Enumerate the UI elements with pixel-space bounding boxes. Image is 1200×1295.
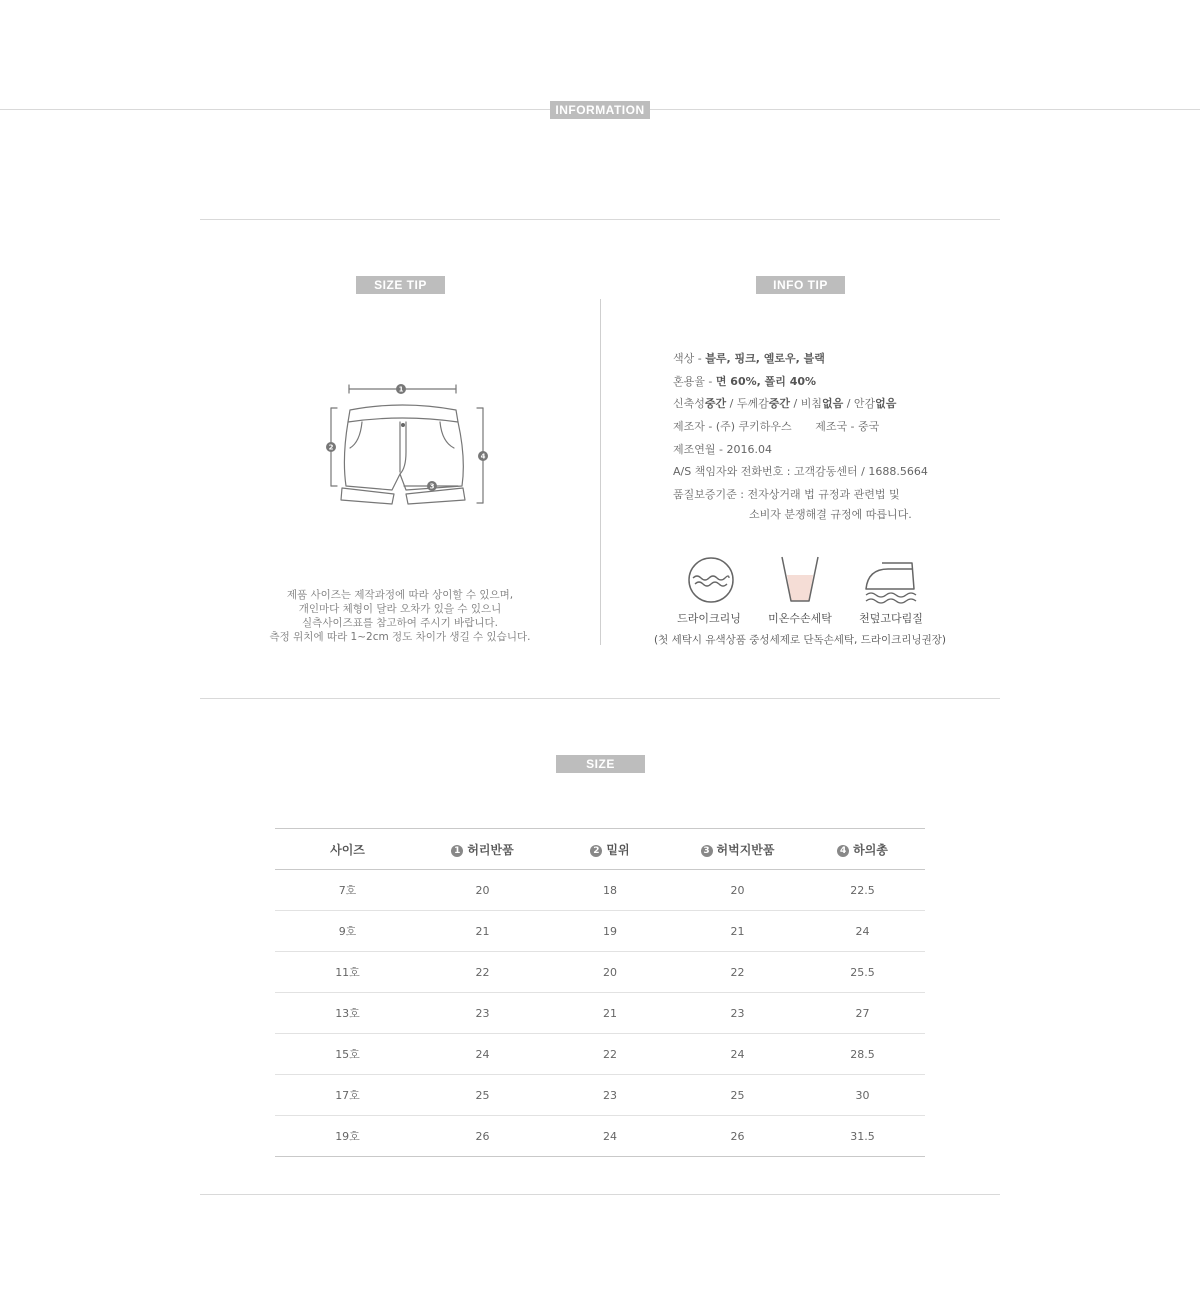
cell-waist: 23 (420, 993, 545, 1034)
cell-thigh: 22 (675, 952, 800, 993)
table-row (275, 1116, 925, 1157)
size-note-4: 측정 위치에 따라 1~2cm 정도 차이가 생길 수 있습니다. (269, 631, 531, 643)
dry-clean-icon (686, 555, 736, 605)
cell-size: 11호 (275, 952, 420, 993)
date-row: 제조연월 - 2016.04 (673, 443, 772, 456)
cell-rise: 22 (545, 1034, 675, 1075)
info-tip-label: INFO TIP (756, 276, 845, 294)
table-row (275, 1075, 925, 1116)
care-label-wash: 미온수손세탁 (768, 612, 832, 625)
cell-rise: 20 (545, 952, 675, 993)
material-row: 혼용율 - 면 60%, 폴리 40% (673, 375, 817, 388)
header-waist: 1 허리반품 (420, 829, 545, 870)
information-label: INFORMATION (550, 101, 650, 119)
cell-thigh: 23 (675, 993, 800, 1034)
size-label: SIZE (556, 755, 645, 773)
size-note-3: 실측사이즈표를 참고하여 주시기 바랍니다. (302, 617, 498, 629)
table-row (275, 1034, 925, 1075)
cell-length: 31.5 (800, 1116, 925, 1157)
cell-length: 22.5 (800, 870, 925, 911)
section-divider-top (200, 219, 1000, 220)
cell-rise: 21 (545, 993, 675, 1034)
header-length: 4 하의총 (800, 829, 925, 870)
marker-2: 2 (328, 443, 334, 452)
table-row (275, 952, 925, 993)
cell-size: 9호 (275, 911, 420, 952)
quality-row-1: 품질보증기준 : 전자상거래 법 규정과 관련법 및 (673, 488, 900, 501)
cell-waist: 22 (420, 952, 545, 993)
cell-size: 7호 (275, 870, 420, 911)
cell-rise: 23 (545, 1075, 675, 1116)
cell-rise: 19 (545, 911, 675, 952)
cell-waist: 26 (420, 1116, 545, 1157)
cell-thigh: 24 (675, 1034, 800, 1075)
cell-length: 27 (800, 993, 925, 1034)
table-row (275, 870, 925, 911)
size-table (275, 828, 925, 1157)
shorts-diagram-icon (320, 378, 490, 508)
color-row: 색상 - 블루, 핑크, 옐로우, 블랙 (673, 352, 825, 365)
cell-waist: 20 (420, 870, 545, 911)
header-rise: 2 밑위 (545, 829, 675, 870)
care-label-iron: 천덮고다림질 (859, 612, 923, 625)
size-note-1: 제품 사이즈는 제작과정에 따라 상이할 수 있으며, (286, 589, 514, 601)
maker-row: 제조자 - (주) 쿠키하우스 제조국 - 중국 (673, 420, 880, 433)
cell-size: 13호 (275, 993, 420, 1034)
header-thigh: 3 허벅지반품 (675, 829, 800, 870)
cell-size: 19호 (275, 1116, 420, 1157)
cell-size: 15호 (275, 1034, 420, 1075)
as-row: A/S 책임자와 전화번호 : 고객감동센터 / 1688.5664 (673, 465, 928, 478)
cell-rise: 18 (545, 870, 675, 911)
table-row (275, 911, 925, 952)
cell-waist: 25 (420, 1075, 545, 1116)
quality-row-2: 소비자 분쟁해결 규정에 따릅니다. (749, 508, 912, 521)
iron-icon (862, 555, 918, 605)
cell-length: 25.5 (800, 952, 925, 993)
cell-waist: 21 (420, 911, 545, 952)
section-divider-mid (200, 698, 1000, 699)
hand-wash-icon (778, 555, 822, 605)
cell-length: 28.5 (800, 1034, 925, 1075)
cell-thigh: 26 (675, 1116, 800, 1157)
size-table-header (275, 829, 925, 870)
table-row (275, 993, 925, 1034)
cell-length: 30 (800, 1075, 925, 1116)
section-divider-bottom (200, 1194, 1000, 1195)
header-size: 사이즈 (275, 829, 420, 870)
marker-1: 1 (398, 385, 404, 394)
cell-thigh: 25 (675, 1075, 800, 1116)
column-divider (600, 299, 601, 645)
props-row: 신축성중간 / 두께감중간 / 비침없음 / 안감없음 (673, 397, 897, 410)
cell-thigh: 21 (675, 911, 800, 952)
marker-4: 4 (480, 452, 486, 461)
care-label-dry: 드라이크리닝 (677, 612, 741, 625)
marker-3: 3 (429, 482, 435, 491)
cell-waist: 24 (420, 1034, 545, 1075)
cell-size: 17호 (275, 1075, 420, 1116)
size-note-2: 개인마다 체형이 달라 오차가 있을 수 있으니 (298, 603, 502, 615)
cell-length: 24 (800, 911, 925, 952)
cell-rise: 24 (545, 1116, 675, 1157)
care-note: (첫 세탁시 유색상품 중성세제로 단독손세탁, 드라이크리닝권장) (654, 634, 946, 646)
size-tip-label: SIZE TIP (356, 276, 445, 294)
cell-thigh: 20 (675, 870, 800, 911)
